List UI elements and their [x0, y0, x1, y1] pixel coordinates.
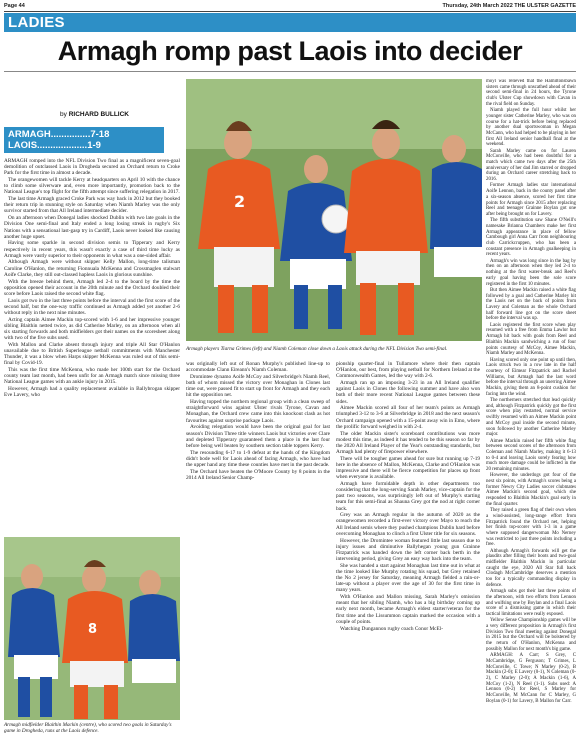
paragraph: Armagh's win was long since in the bag by then on an afternoon when they led 2-4 to nothing at the first water-break and Reel's early goal having been the sole score registered in the first 10 minutes. [486, 258, 576, 287]
score-value: 7-18 [90, 129, 110, 140]
score-team: LAOIS [8, 140, 38, 151]
paragraph: With the breeze behind them, Armagh led 2-4 to the board by the time the opposition opened their account in the 20th minute and the Orchard doubled their score before Laois raised the second white flag. [4, 278, 180, 297]
byline-author: RICHARD BULLICK [68, 111, 129, 118]
page-number: Page 44 [4, 3, 25, 9]
article-column-1 [4, 158, 180, 534]
paragraph: On an afternoon when Donegal ladies shocked Dublin with two late goals in the Division One semi-final and Italy ended a long losing streak in rugby's Six Nations with a sensational last-gasp try in Cardiff, Laois never looked like causing another huge upset. [4, 215, 180, 240]
paragraph: Yellow Sense Championship games will be a very different proposition in Armagh's first Division Two final meeting against Donegal in 2015 but the Orchard will be bolstered by the return of O'Hanlon, McKenna and possibly Mallon for next month's big game. [486, 618, 576, 652]
bottom-photo-caption: Armagh midfielder Blaithin Mackin (centre), who scored two goals in Saturday's game in Drogheda, runs at the Laois defence. [4, 722, 172, 735]
score-row-armagh [8, 129, 160, 140]
section-banner [4, 13, 576, 32]
top-photo-caption: Armagh players Tiarna Grimes (left) and Niamh Coleman close down a Laois attack during the NFL Division Two semi-final. [186, 346, 448, 352]
paragraph: Sarah Marley came on for Lauren McConville, who had been doubtful for a match which came two days after the 25th anniversary of her dad Jim starred or dropped during an Orchard career stretching back to 2016. [486, 148, 576, 183]
paragraph: She was handed a start against Monaghan last time out in what at the time looked like Murphy rotating his squad, but Grey retained the No 2 jersey for Saturday, meaning Armagh fielded a rain-or-late-up without a player over the age of 30 for the first time in many years. [336, 562, 480, 594]
article-column-2 [186, 361, 330, 735]
paragraph: The orangewomen will tackle Kerry at headquarters on April 10 with the chance to climb some silverware and, even more importantly, promotion back to the National League's top flight for the fifth attempt since suffering relegation in 2017. [4, 177, 180, 196]
paragraph: Former Armagh ladies star international Aoife Lennon, back in the county panel after a six-season absence, scored her first time points for Armagh since 2015 after replacing Reel and teenager Grainne Boylan got one after being brought on for Lavery. [486, 183, 576, 217]
byline [60, 111, 129, 118]
headline: Armagh romp past Laois into decider [57, 36, 523, 66]
paragraph: Although Armagh were without skipper Kelly Mallon, long-time talisman Caroline O'Hanlon, the returning Fionnuala McKenna and Crossmaglen stalwart Aoife Clarke, they still out-classed hapless Laois in glorious sunshine. [4, 259, 180, 278]
paragraph: was originally left out of Ronan Murphy's published line-up to accommodate Clann Eireann's Niamh Coleman. [186, 361, 330, 374]
paragraph: However, the underdogs got four of the next six points, with Armagh's scores being a former Newry City Ladies soccer clubmates Aimee Mackin's second goal, which she responded to Blaithin Mackin's goal early in the final quarter. [486, 473, 576, 507]
paragraph: Armagh have formidable depth in other departments too considering that the long-serving Sarah Marley, vice-captain for the past two seasons, was surprisingly left out of Murphy's starting team for this semi-final as Shauna Grey got the nod at right corner back. [336, 480, 480, 512]
paragraph: However, the Dromintee woman featured little last season due to injury issues and diminutive Ballyhegan young gun Grainne Fitzpatrick was handed down the left corner back berth in the intervening period, giving Grey an easy way back into the team. [336, 537, 480, 562]
paragraph: Laois registered the first score when play resumed with a free from Emma Lawlor but Armagh hit back with goals from Reel and Blaithin Mackin sandwiching a run of four points courtesy of McCoy, Aimee Mackin, Niamh Marley and McKenna. [486, 322, 576, 357]
section-label: LADIES [8, 14, 65, 31]
paragraph: ARMAGH: A Carr; S Grey, C McCambridge, G Ferguson; T Grimes, L McConville, C Towe; N Marley (0-2), B Mackin (2-0); E Lavery (0-1), N Coleman (0-2), C Marley (2-0); A Mackin (1-6), A McCoy (1-2), N Reel (1-1). Subs used: A Lennon (0-2) for Reel, S Marley for McConville, M McCann for C Marley, G Boylan (0-1) for Lavery, B Mallon for Carr. [486, 653, 576, 704]
paragraph: Armagh ran up an imposing 3-23 in an All Ireland qualifier against Laois in Clones the following summer and have also won both of their more recent National League games between these sides. [336, 380, 480, 405]
headline-rule [4, 71, 576, 72]
jersey-number: 8 [88, 622, 98, 637]
paragraph: Aimee Mackin scored all four of her team's points as Armagh triumphed 3-12 to 3-6 at Silverbridge in 2018 and the next season's Orchard campaign opened with a 15-point away win in Emo, where the prolific forward weighed in with 2-4. [336, 405, 480, 430]
paragraph: Although Armagh's forwards will get the plaudits after filling their boots and two-goal midfielder Blaithin Mackin in particular caught the eye, 2020 All Star full back Clodagh McCambridge deserves a mention too for a typically commanding display in defence. [486, 548, 576, 588]
scoreline-box [4, 127, 164, 153]
paragraph: But then Aimee Mackin raised a white flag followed by a goal and Catherine Marley hit the Laois net on the back of points from Lavery and Coleman as the whole Orchard half forward line got on the score sheet before the interval was up. [486, 287, 576, 322]
paragraph: The northerners stretched that lead quickly and, although Fitzpatrick quickly got the first score when play restarted, normal service swiftly resumed with an Aimee Mackin point and McCoy goal inside the second minute, soon followed by another Catherine Marley major. [486, 398, 576, 438]
jersey-number: 2 [234, 192, 246, 211]
paragraph: The last time Armagh graced Croke Park was way back in 2012 but they booked their return trip in stunning style on Saturday when Niamh Marley was the only survivor started from that All Ireland intermediate decider. [4, 196, 180, 215]
paragraph: ARMAGH romped into the NFL Division Two final as a magnificent seven-goal demolition of outclassed Laois in Drogheda secured an Orchard return to Croke Park for the first time in almost a decade. [4, 158, 180, 177]
masthead-date: Thursday, 24th March 2022 THE ULSTER GAZETTE [442, 3, 576, 9]
paragraph: moyl was relieved that the Hamiltonsbawn sisters came through unscathed ahead of their second semi-final in 24 hours, the Tyrone club's Ulster Cup showdown with Cavan in the rival field on Sunday. [486, 79, 576, 107]
football-icon [322, 205, 350, 233]
score-dots: ................... [37, 140, 88, 151]
paragraph: Watching Dungannon rugby coach Conor McEl- [340, 625, 443, 632]
paragraph: Dromintee dynamo Aoife McCoy and Silverbridge's Niamh Reel, both of whom missed the victory over Monaghan in Clones last time out, were passed fit to start up front for Armagh and they each hit the opposition net. [186, 373, 330, 399]
paragraph: pionship quarter-final in Tullamore where their then captain O'Hanlon, our best, from playing netball for Northern Ireland at the Commonwealth Games, led the way with 2-6. [336, 361, 480, 380]
paragraph: With O'Hanlon and Mallon missing, Sarah Marley's omission meant that her sibling Niamh, who has a big birthday coming up early next month, became Armagh's eldest starter/veteran for the first time and the Lissummon captain marked the occasion with a couple of points. [336, 594, 480, 625]
top-photo-illustration [186, 79, 482, 341]
article-column-3 [336, 361, 480, 735]
paragraph: However, Armagh had a quality replacement available in Ballybrogan skipper Eve Lavery, who [4, 386, 180, 399]
paragraph: The Orchard have beaten the O'Moore County by 8 points in the 2014 All Ireland Senior Champ- [186, 468, 330, 481]
page-header [4, 3, 576, 11]
paragraph: This was the first time McKenna, who made her 100th start for the Orchard county team last month, had been unfit for an Armagh match since missing three National League games with an ankle injury in 2015. [4, 367, 180, 386]
paragraph: Niamh played the full hour whilst her younger sister Catherine Marley, who was on course for a hat-trick before being replaced by another dual sportswoman in Megan McCann, who had helped to be playing in her first All Ireland senior handball final at the weekend. [486, 108, 576, 148]
paragraph: With Mallon and Clarke absent through injury and triple All Star O'Hanlon unavailable due to British Superleague netball commitments with Manchester Thunder, it was a blow when Harps skipper McKenna was ruled out of this semi-final by Covid-19. [4, 341, 180, 367]
score-value: 1-9 [87, 140, 101, 151]
paragraph: The resounding 6-17 to 1-9 defeat at the hands of the Kingdom didn't bode well for Laois ahead of facing Armagh, who have had the upper hand any time these counties have met in the past decade. [186, 449, 330, 468]
paragraph: Acting captain Aimee Mackin top-scored with 1-6 and her impressive younger sibling Blaithin netted twice, as did Catherine Marley, on an afternoon when all six starting forwards and both midfielders got their names on the scoresheet along with two of the five subs used. [4, 316, 180, 342]
bottom-match-photo [4, 537, 180, 720]
paragraph: They raised a green flag of their own when a wind-assisted, long-range effort from Fitzpatrick found the Orchard net, helping her finish top-scorer with 1-3 in a game where supposed dangerwoman Mo Nerney was restricted to just three points including a free. [486, 508, 576, 548]
paragraph: Having topped the northern regional group with a clean sweep of straightforward wins against Ulster rivals Tyrone, Cavan and Monaghan, the Orchard crew came into this knockout clash as hot favourites against surprise package Laois. [186, 399, 330, 424]
paragraph: Grey was an Armagh regular in the autumn of 2020 as the orangewomen recorded a first-ever victory over Mayo to reach the All Ireland semis where they pushed champions Dublin hard before overcoming Monaghan to clinch a first Ulster title for six seasons. [336, 512, 480, 537]
paragraph: Laois got two in the last three points before the interval and the first score of the second half, but the one-way traffic continued as Armagh added yet another 2-6 without reply in the next nine minutes. [4, 297, 180, 316]
paragraph: Aimee Mackin raised her fifth white flag between second scores of the afternoon from Coleman and Niamh Marley, making it 6-13 to 0-4 and leaving Laois sorely fearing how much more damage could be inflicted in the 20 remaining minutes. [486, 438, 576, 473]
article-column-4 [486, 79, 576, 735]
paragraph: Avoiding relegation would have been the original goal for last season's Division Three title winners Laois but victories over Clare and depleted Tipperary guaranteed them a place in the last four before being well beaten by southern section table toppers Kerry. [186, 424, 330, 449]
paragraph: Having scored only one point up until then, Laois struck two in a row late in the half courtesy of Eimear Fitzpatrick and Rachel Williams, but Armagh had the last word before the interval through an unerring Aimee Mackin, giving them an 8-point cushion for facing into the wind. [486, 357, 576, 397]
byline-prefix: by [60, 111, 67, 118]
score-row-laois [8, 140, 160, 151]
header-rule [4, 11, 576, 12]
paragraph: The older Mackin sister's scoreboard contributions was more modest this time, as indeed it has tended to be this season so far by the 2020 All Ireland Player of the Year's outstanding standards, but Armagh had plenty of firepower elsewhere. [336, 430, 480, 455]
paragraph: There will be tougher games ahead for sure but running up 7-19 here in the absence of Mallon, McKenna, Clarke and O'Hanlon was impressive and there will be fierce competition for places up front when everyone is available. [336, 455, 480, 481]
score-dots: ............... [50, 129, 91, 140]
paragraph: Having some sparkle in second division semis to Tipperary and Kerry respectively in recent years, this wasn't exactly a case of third time lucky as Armagh were vastly superior to their opponents in what was a one-sided affair. [4, 240, 180, 259]
paragraph: Armagh subs got their last three points of the afternoon, with two efforts from Lennon and wulfsing one by Boylan and a final Laois score of a dismissing game in which their tactical limitations were really exposed. [486, 589, 576, 617]
paragraph: The fifth substitution saw Shane O'Neill's namesake Brianna Chambers make her first Armagh appearance in place of fellow Cambough girl Anna Carr from neighbouring club Carrickcruppen, who has been a constant presence in Armagh goalkeeping in recent years. [486, 218, 576, 258]
bottom-photo-illustration [4, 537, 180, 720]
score-team: ARMAGH [8, 129, 51, 140]
top-match-photo [186, 79, 482, 341]
